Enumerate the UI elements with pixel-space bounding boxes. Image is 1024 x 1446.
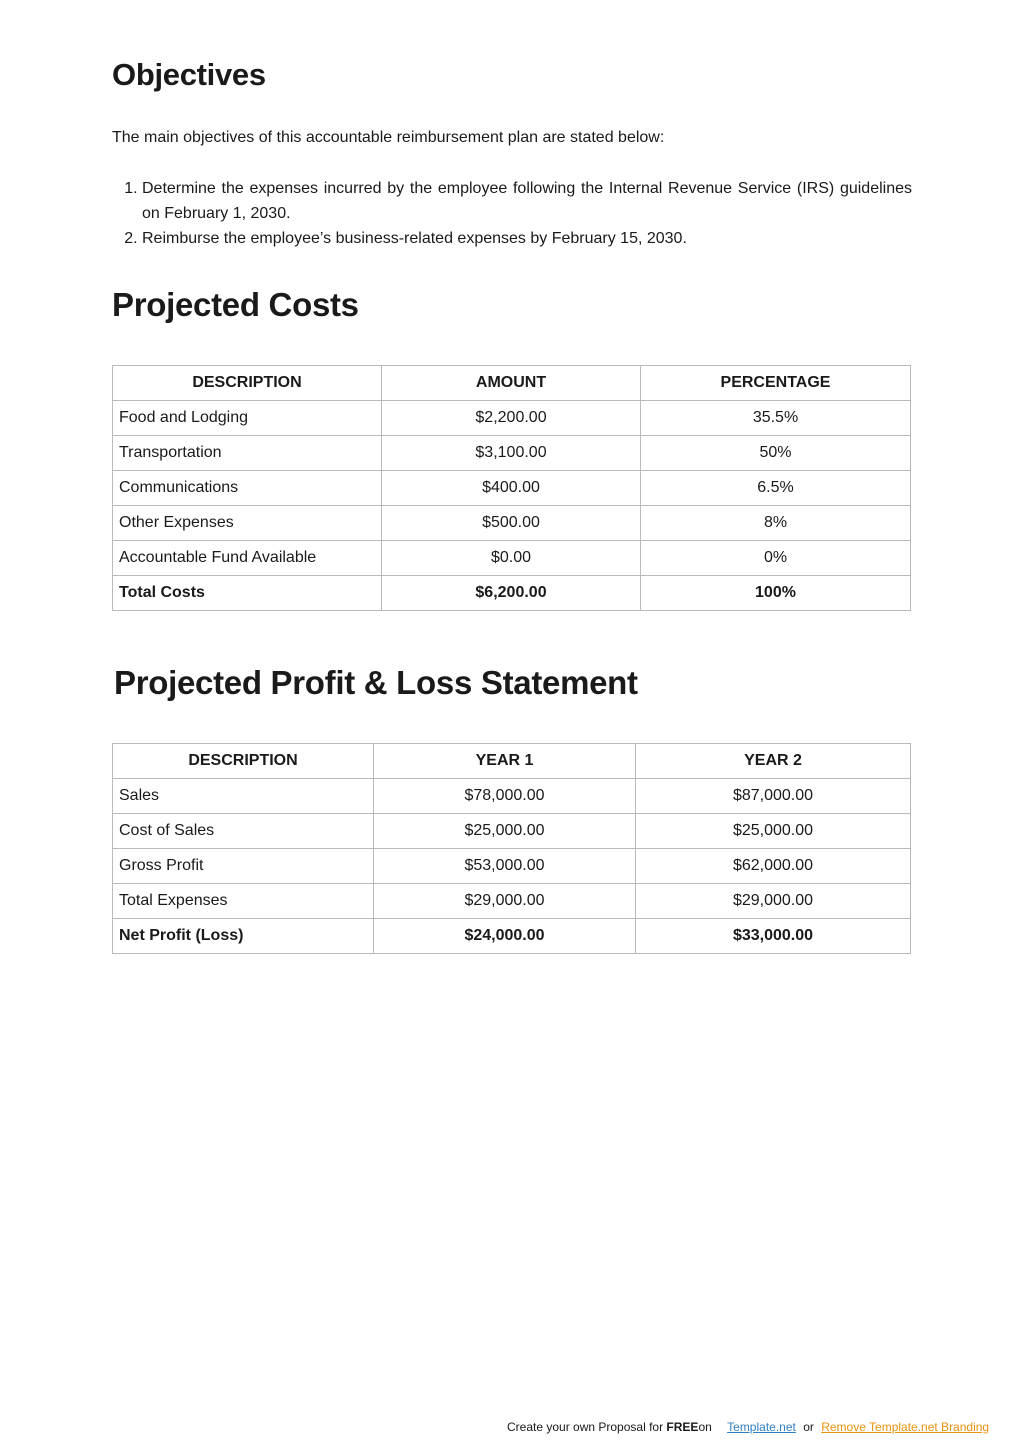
row-percentage: 6.5% (641, 471, 911, 506)
remove-branding-link[interactable]: Remove Template.net Branding (821, 1420, 990, 1434)
footer-free: FREE (666, 1420, 699, 1434)
table-row (113, 884, 911, 919)
total-label: Total Costs (113, 576, 382, 611)
total-row (113, 576, 911, 611)
total-year1: $24,000.00 (374, 919, 636, 954)
row-amount: $400.00 (382, 471, 641, 506)
total-percentage: 100% (641, 576, 911, 611)
footer-or: or (803, 1420, 814, 1434)
profit-loss-heading: Projected Profit & Loss Statement (114, 664, 638, 701)
row-year2: $87,000.00 (636, 779, 911, 814)
template-net-link[interactable]: Template.net (727, 1420, 796, 1434)
table-row (113, 436, 911, 471)
total-year2: $33,000.00 (636, 919, 911, 954)
row-year1: $29,000.00 (374, 884, 636, 919)
row-description: Communications (113, 471, 382, 506)
table-row (113, 506, 911, 541)
column-header: DESCRIPTION (113, 744, 374, 779)
table-row (113, 541, 911, 576)
projected-costs-heading: Projected Costs (112, 286, 359, 323)
total-amount: $6,200.00 (382, 576, 641, 611)
projected-costs-table (112, 365, 911, 611)
row-year2: $29,000.00 (636, 884, 911, 919)
objective-item: 2. Reimburse the employee’s business-related expenses by February 15, 2030. (142, 226, 912, 251)
column-header: PERCENTAGE (641, 366, 911, 401)
table-row (113, 471, 911, 506)
row-description: Transportation (113, 436, 382, 471)
table-header-row (113, 366, 911, 401)
column-header: YEAR 2 (636, 744, 911, 779)
row-percentage: 0% (641, 541, 911, 576)
branding-footer (507, 1419, 989, 1435)
table-row (113, 401, 911, 436)
column-header: YEAR 1 (374, 744, 636, 779)
row-year2: $62,000.00 (636, 849, 911, 884)
row-description: Accountable Fund Available (113, 541, 382, 576)
row-amount: $500.00 (382, 506, 641, 541)
table-row (113, 779, 911, 814)
row-amount: $2,200.00 (382, 401, 641, 436)
row-amount: $3,100.00 (382, 436, 641, 471)
table-row (113, 814, 911, 849)
row-year1: $53,000.00 (374, 849, 636, 884)
objectives-list (112, 176, 912, 251)
row-percentage: 50% (641, 436, 911, 471)
row-description: Sales (113, 779, 374, 814)
profit-loss-table (112, 743, 911, 954)
row-description: Food and Lodging (113, 401, 382, 436)
column-header: AMOUNT (382, 366, 641, 401)
column-header: DESCRIPTION (113, 366, 382, 401)
footer-prefix: Create your own Proposal for (507, 1420, 667, 1434)
row-year1: $25,000.00 (374, 814, 636, 849)
objectives-heading: Objectives (112, 57, 266, 92)
objectives-intro: The main objectives of this accountable reimbursement plan are stated below: (112, 129, 665, 146)
objective-item: 1. Determine the expenses incurred by the employee following the Internal Revenue Service (IRS) guidelines on February 1, 2030. (142, 176, 912, 226)
row-amount: $0.00 (382, 541, 641, 576)
row-description: Other Expenses (113, 506, 382, 541)
row-percentage: 8% (641, 506, 911, 541)
table-row (113, 849, 911, 884)
row-year2: $25,000.00 (636, 814, 911, 849)
total-row (113, 919, 911, 954)
row-description: Cost of Sales (113, 814, 374, 849)
row-year1: $78,000.00 (374, 779, 636, 814)
row-description: Gross Profit (113, 849, 374, 884)
row-description: Total Expenses (113, 884, 374, 919)
table-header-row (113, 744, 911, 779)
footer-on: on (698, 1420, 712, 1434)
total-label: Net Profit (Loss) (113, 919, 374, 954)
row-percentage: 35.5% (641, 401, 911, 436)
